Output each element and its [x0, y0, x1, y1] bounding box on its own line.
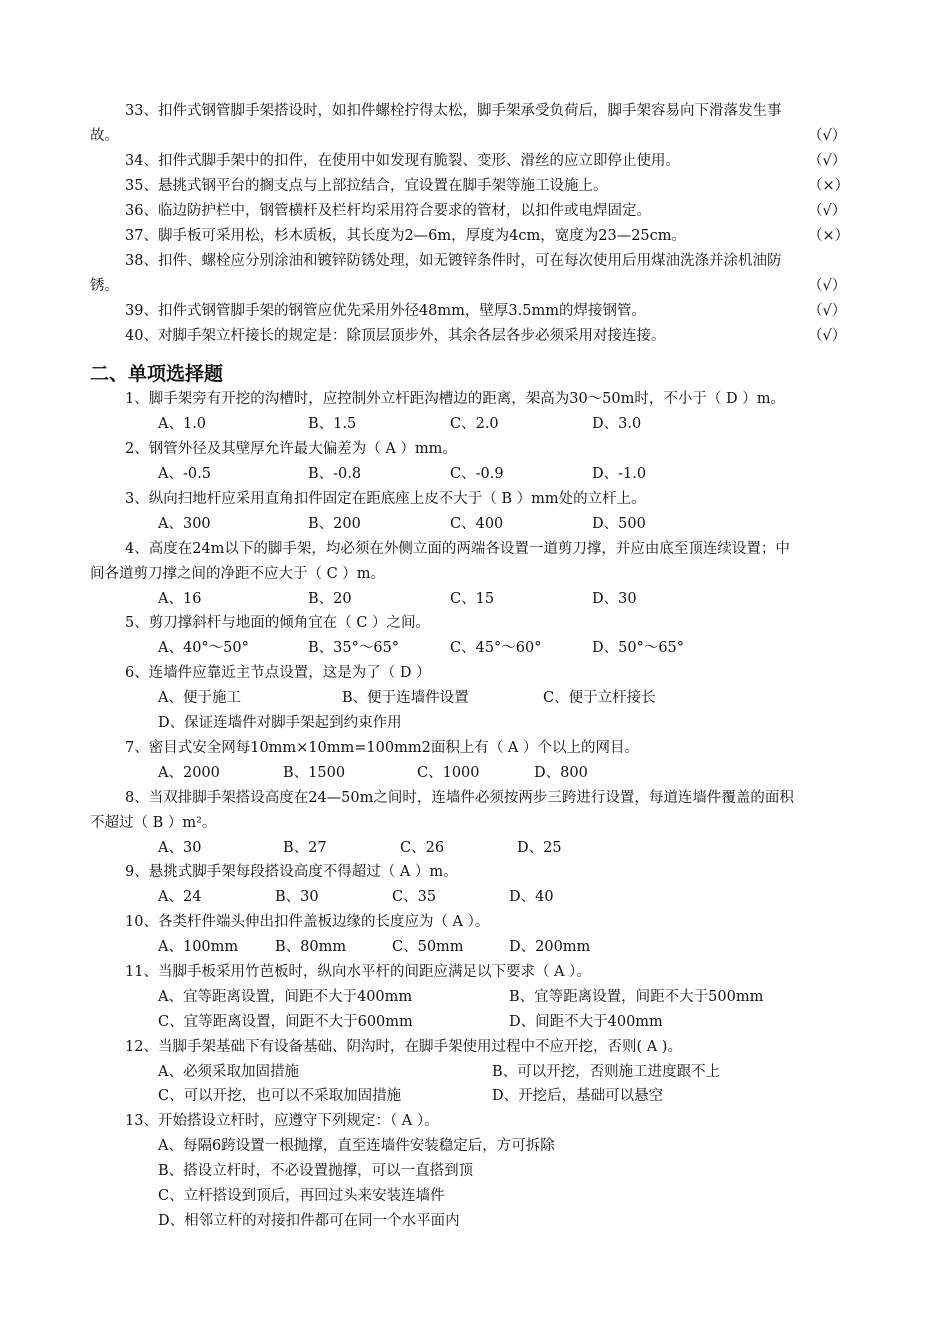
question-12-stem: 12、当脚手架基础下有设备基础、阴沟时，在脚手架使用过程中不应开挖，否则( A )。 — [125, 1039, 682, 1055]
question-7-option-c: C、1000 — [417, 765, 480, 781]
question-6-option-c: C、便于立杆接长 — [543, 690, 656, 706]
question-8-option-b: B、27 — [283, 840, 327, 856]
question-4-stem-line-2: 间各道剪刀撑之间的净距不应大于（ C ）m。 — [90, 566, 386, 582]
section-heading: 二、单项选择题 — [90, 363, 224, 385]
question-7-option-d: D、800 — [534, 765, 588, 781]
question-12-option-a: A、必须采取加固措施 — [158, 1064, 299, 1080]
question-11-option-c: C、宜等距离设置，间距不大于600mm — [158, 1014, 413, 1030]
tf-item-36: 36、临边防护栏中，钢管横杆及栏杆均采用符合要求的管材，以扣件或电焊固定。 — [125, 203, 651, 219]
tf-item-38-line-2: 锈。 — [90, 278, 119, 294]
question-13-option-a: A、每隔6跨设置一根抛撑，直至连墙件安装稳定后，方可拆除 — [158, 1138, 555, 1154]
question-4-option-c: C、15 — [450, 591, 495, 607]
question-9-option-c: C、35 — [392, 889, 437, 905]
tf-item-40: 40、对脚手架立杆接长的规定是：除顶层顶步外，其余各层各步必须采用对接连接。 — [125, 328, 666, 344]
question-2-option-c: C、-0.9 — [450, 466, 504, 482]
question-5-option-a: A、40°～50° — [158, 640, 249, 656]
question-8-option-a: A、30 — [158, 840, 202, 856]
question-13-option-d: D、相邻立杆的对接扣件都可在同一个水平面内 — [158, 1213, 460, 1229]
tf-item-33-answer: （√） — [808, 128, 847, 144]
tf-item-37: 37、脚手板可采用松，杉木质板，其长度为2—6m，厚度为4cm，宽度为23—25cm。 — [125, 228, 687, 244]
question-4-option-a: A、16 — [158, 591, 202, 607]
question-1-stem: 1、脚手架旁有开挖的沟槽时，应控制外立杆距沟槽边的距离，架高为30～50m时，不小于（ D ）m。 — [125, 391, 785, 407]
question-11-option-a: A、宜等距离设置，间距不大于400mm — [158, 989, 413, 1005]
question-12-option-c: C、可以开挖，也可以不采取加固措施 — [158, 1088, 402, 1104]
question-11-option-d: D、间距不大于400mm — [509, 1014, 663, 1030]
question-1-option-a: A、1.0 — [158, 416, 207, 432]
tf-item-33-line-1: 33、扣件式钢管脚手架搭设时，如扣件螺栓拧得太松，脚手架承受负荷后，脚手架容易向下滑落发生事 — [125, 103, 782, 119]
tf-item-35: 35、悬挑式钢平台的搁支点与上部拉结合，宜设置在脚手架等施工设施上。 — [125, 178, 608, 194]
question-2-option-d: D、-1.0 — [592, 466, 647, 482]
question-7-option-b: B、1500 — [283, 765, 346, 781]
question-6-option-b: B、便于连墙件设置 — [342, 690, 469, 706]
question-1-option-d: D、3.0 — [592, 416, 642, 432]
question-13-option-c: C、立杆搭设到顶后，再回过头来安装连墙件 — [158, 1188, 445, 1204]
tf-item-38-answer: （√） — [808, 278, 847, 294]
tf-item-39-answer: （√） — [808, 303, 847, 319]
question-9-option-b: B、30 — [275, 889, 319, 905]
question-6-option-d: D、保证连墙件对脚手架起到约束作用 — [158, 715, 402, 731]
question-2-stem: 2、钢管外径及其壁厚允许最大偏差为（ A ）mm。 — [125, 441, 457, 457]
question-10-stem: 10、各类杆件端头伸出扣件盖板边缘的长度应为（ A ）。 — [125, 914, 490, 930]
tf-item-34: 34、扣件式脚手架中的扣件，在使用中如发现有脆裂、变形、滑丝的应立即停止使用。 — [125, 153, 680, 169]
question-9-option-a: A、24 — [158, 889, 202, 905]
question-3-option-d: D、500 — [592, 516, 646, 532]
question-8-option-d: D、25 — [517, 840, 562, 856]
tf-item-39: 39、扣件式钢管脚手架的钢管应优先采用外径48mm，壁厚3.5mm的焊接钢管。 — [125, 303, 646, 319]
tf-item-37-answer: （×） — [808, 228, 850, 244]
question-7-stem: 7、密目式安全网每10mm×10mm=100mm2面积上有（ A ）个以上的网目。 — [125, 740, 640, 756]
question-6-option-a: A、便于施工 — [158, 690, 241, 706]
question-5-stem: 5、剪刀撑斜杆与地面的倾角宜在（ C ）之间。 — [125, 615, 431, 631]
question-12-option-d: D、开挖后，基础可以悬空 — [492, 1088, 664, 1104]
question-12-option-b: B、可以开挖，否则施工进度跟不上 — [492, 1064, 721, 1080]
question-1-option-c: C、2.0 — [450, 416, 499, 432]
question-5-option-b: B、35°～65° — [308, 640, 400, 656]
question-3-option-b: B、200 — [308, 516, 361, 532]
question-10-option-d: D、200mm — [509, 939, 591, 955]
tf-item-34-answer: （√） — [808, 153, 847, 169]
question-13-stem: 13、开始搭设立杆时，应遵守下列规定：（ A ）。 — [125, 1113, 439, 1129]
question-11-option-b: B、宜等距离设置，间距不大于500mm — [509, 989, 764, 1005]
question-7-option-a: A、2000 — [158, 765, 220, 781]
question-9-option-d: D、40 — [509, 889, 554, 905]
question-9-stem: 9、悬挑式脚手架每段搭设高度不得超过（ A ）m。 — [125, 864, 458, 880]
question-13-option-b: B、搭设立杆时，不必设置抛撑，可以一直搭到顶 — [158, 1163, 474, 1179]
question-4-stem-line-1: 4、高度在24m以下的脚手架，均必须在外侧立面的两端各设置一道剪刀撑，并应由底至顶连续设置；中 — [125, 541, 790, 557]
question-3-option-a: A、300 — [158, 516, 211, 532]
question-5-option-d: D、50°～65° — [592, 640, 685, 656]
tf-item-36-answer: （√） — [808, 203, 847, 219]
question-10-option-b: B、80mm — [275, 939, 347, 955]
tf-item-38-line-1: 38、扣件、螺栓应分别涂油和镀锌防锈处理，如无镀锌条件时，可在每次使用后用煤油洗涤并涂机油防 — [125, 253, 782, 269]
question-10-option-c: C、50mm — [392, 939, 464, 955]
tf-item-33-line-2: 故。 — [90, 128, 119, 144]
question-3-option-c: C、400 — [450, 516, 504, 532]
question-5-option-c: C、45°～60° — [450, 640, 542, 656]
question-1-option-b: B、1.5 — [308, 416, 357, 432]
question-2-option-b: B、-0.8 — [308, 466, 362, 482]
question-4-option-d: D、30 — [592, 591, 637, 607]
question-8-stem-line-2: 不超过（ B ）m²。 — [90, 815, 217, 831]
question-8-stem-line-1: 8、当双排脚手架搭设高度在24—50m之间时，连墙件必须按两步三跨进行设置，每道连墙件覆盖的面积 — [125, 790, 794, 806]
question-4-option-b: B、20 — [308, 591, 352, 607]
question-3-stem: 3、纵向扫地杆应采用直角扣件固定在距底座上皮不大于（ B ）mm处的立杆上。 — [125, 491, 646, 507]
question-2-option-a: A、-0.5 — [158, 466, 211, 482]
tf-item-35-answer: （×） — [808, 178, 850, 194]
question-8-option-c: C、26 — [400, 840, 445, 856]
question-11-stem: 11、当脚手板采用竹芭板时，纵向水平杆的间距应满足以下要求（ A ）。 — [125, 964, 591, 980]
question-6-stem: 6、连墙件应靠近主节点设置，这是为了（ D ） — [125, 665, 431, 681]
question-10-option-a: A、100mm — [158, 939, 239, 955]
tf-item-40-answer: （√） — [808, 328, 847, 344]
